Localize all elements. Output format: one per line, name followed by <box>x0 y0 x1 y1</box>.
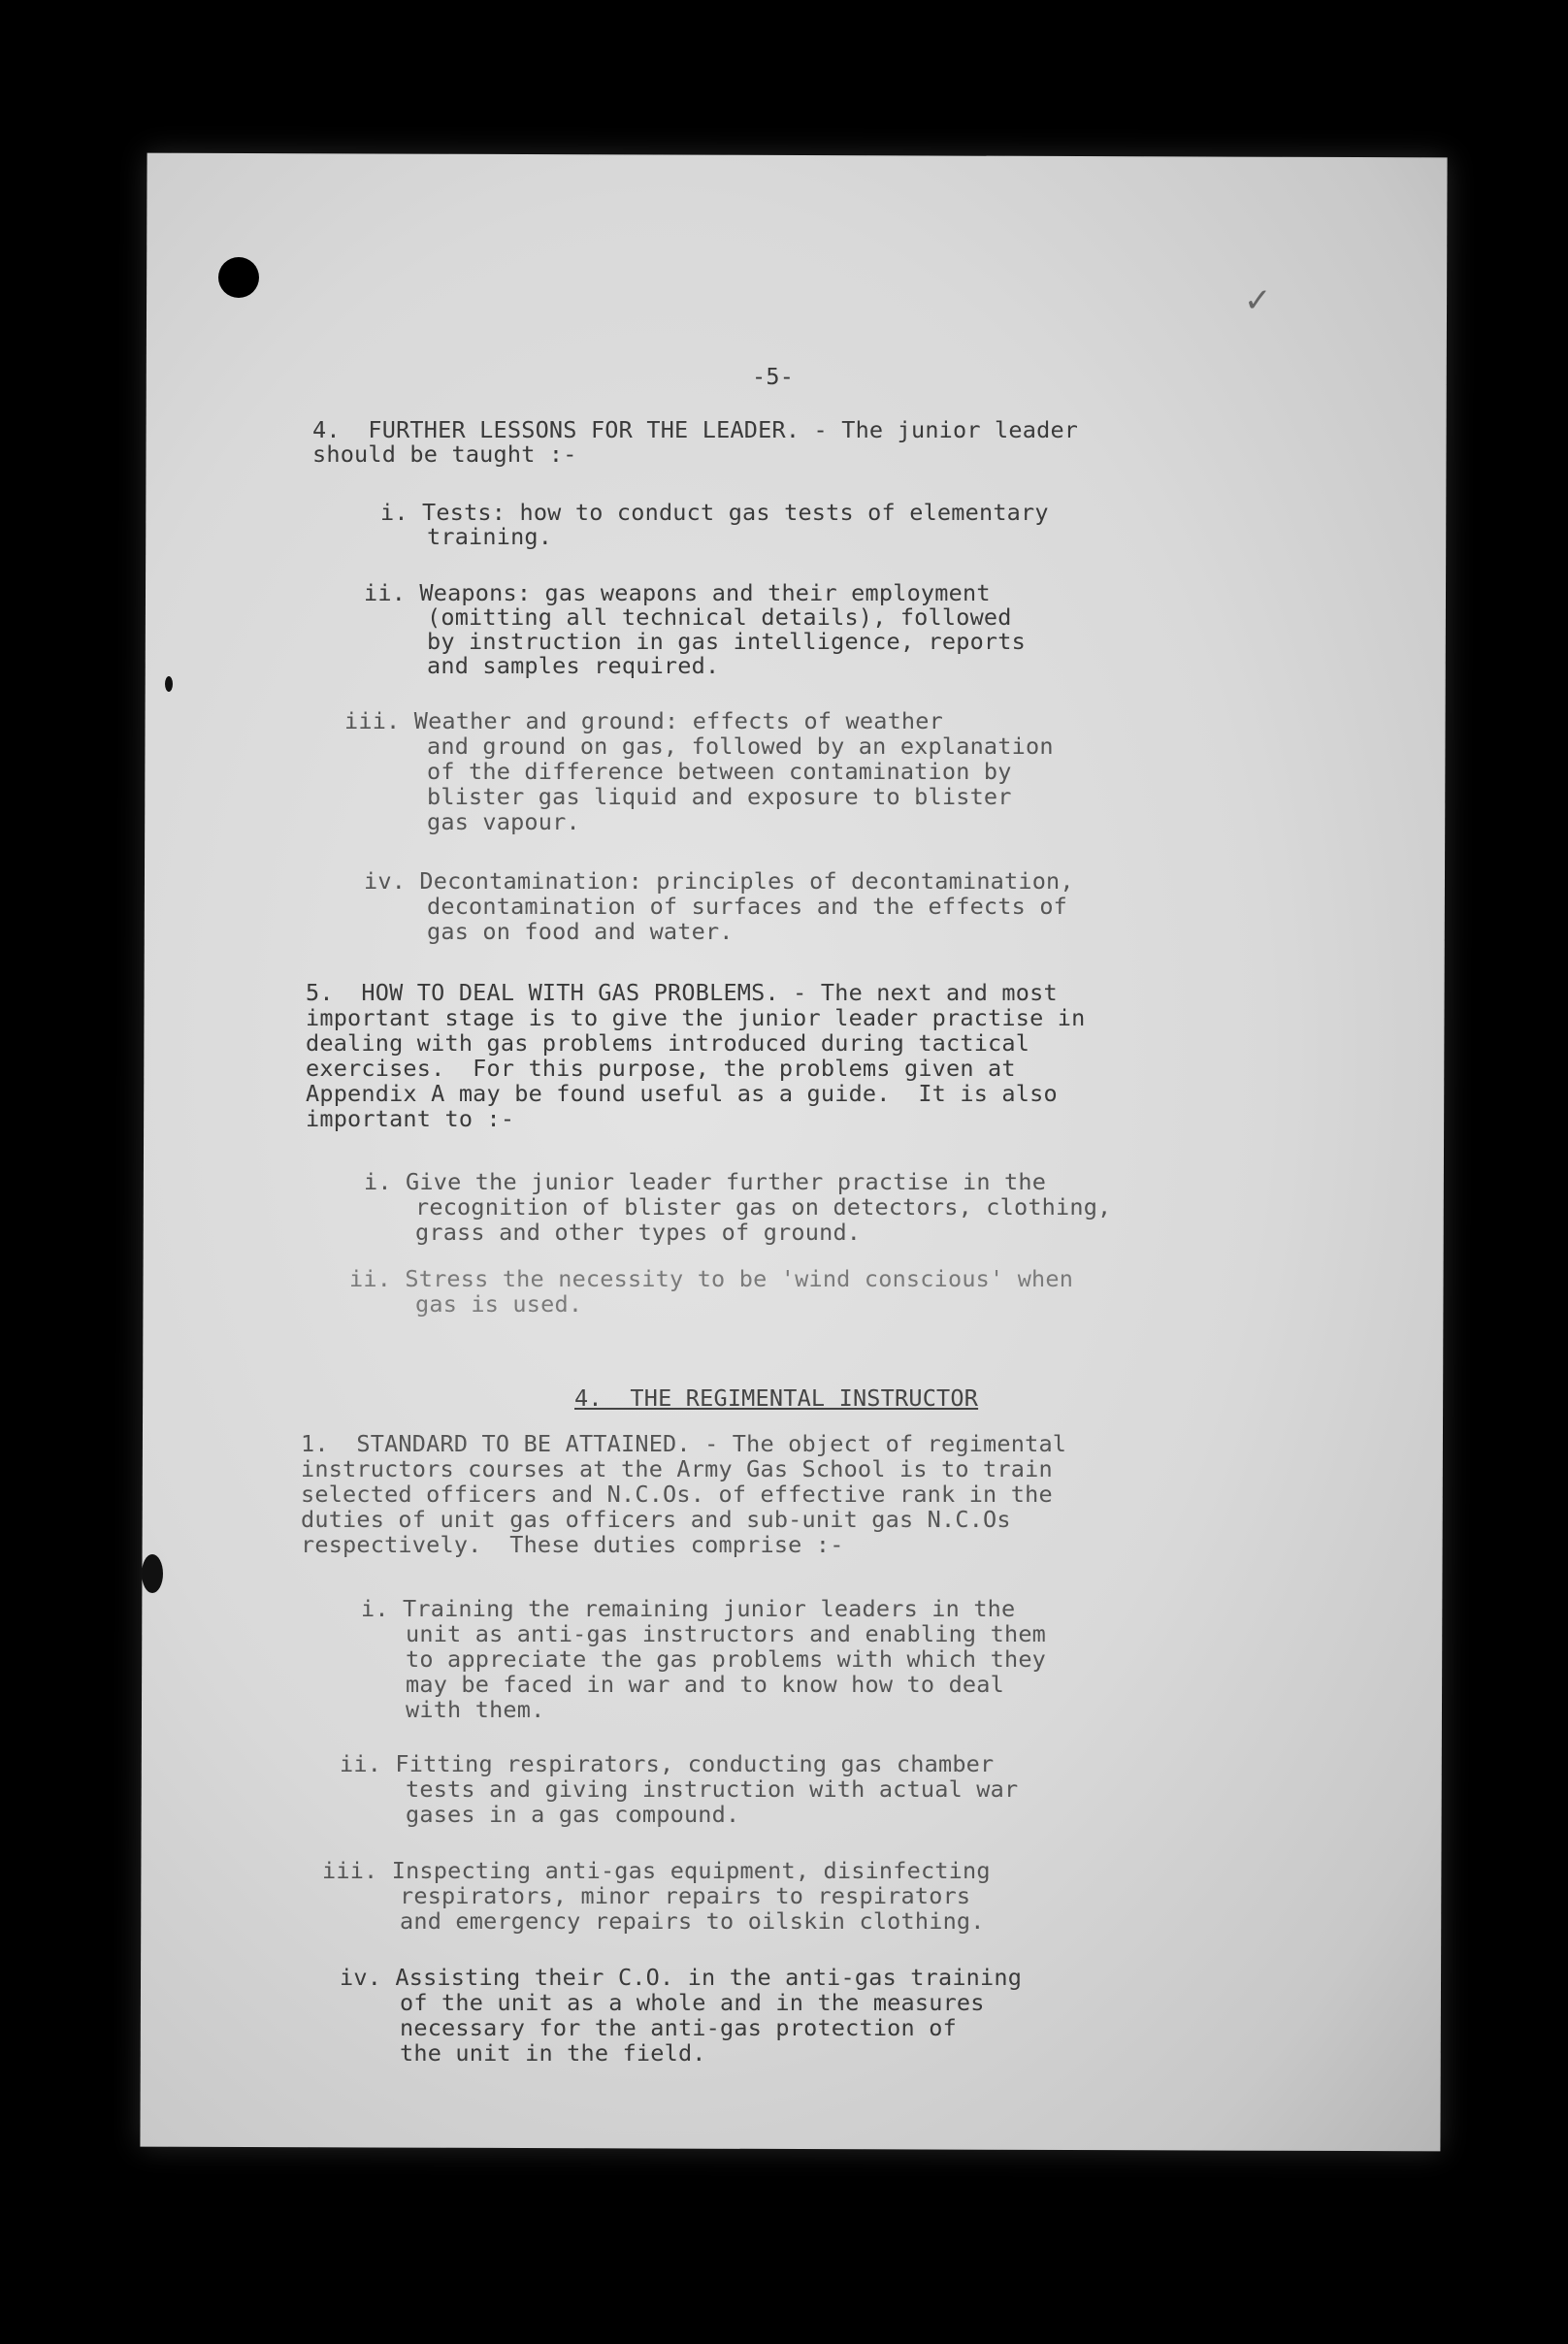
std-line: instructors courses at the Army Gas School is to train <box>301 1455 1053 1482</box>
list-item-line: may be faced in war and to know how to deal <box>406 1671 1004 1698</box>
list-item-line: to appreciate the gas problems with which they <box>406 1645 1047 1673</box>
para4-heading-line: 4. FURTHER LESSONS FOR THE LEADER. - The junior leader <box>312 416 1079 443</box>
list-item-line: respirators, minor repairs to respirators <box>400 1882 971 1909</box>
page-number: -5- <box>752 363 795 390</box>
list-item-line: gas vapour. <box>427 808 580 835</box>
list-item-line: the unit in the field. <box>400 2039 706 2067</box>
list-item-line: (omitting all technical details), followed <box>427 603 1012 631</box>
std-line: selected officers and N.C.Os. of effective rank in the <box>301 1481 1053 1508</box>
list-item-line: iv. Assisting their C.O. in the anti-gas training <box>340 1964 1023 1991</box>
list-item-line: unit as anti-gas instructors and enabling them <box>406 1620 1047 1647</box>
list-item-line: grass and other types of ground. <box>415 1219 862 1246</box>
list-item-line: of the difference between contamination by <box>427 758 1012 785</box>
para5-line: important to :- <box>306 1105 515 1132</box>
list-item-line: and emergency repairs to oilskin clothing. <box>400 1907 985 1935</box>
list-item-line: i. Tests: how to conduct gas tests of elementary <box>380 499 1049 526</box>
list-item-line: iii. Weather and ground: effects of weather <box>344 707 943 734</box>
list-item-line: ii. Fitting respirators, conducting gas chamber <box>340 1750 995 1777</box>
list-item-line: decontamination of surfaces and the effects of <box>427 893 1068 920</box>
para5-heading-line: 5. HOW TO DEAL WITH GAS PROBLEMS. - The next and most <box>306 979 1058 1006</box>
list-item-line: iv. Decontamination: principles of decontamination, <box>364 867 1074 895</box>
para5-line: Appendix A may be found useful as a guide. It is also <box>306 1080 1058 1107</box>
list-item-line: ii. Weapons: gas weapons and their employment <box>364 579 991 606</box>
para4-line: should be taught :- <box>312 440 577 468</box>
list-item-line: blister gas liquid and exposure to blister <box>427 783 1012 810</box>
list-item-line: gas on food and water. <box>427 918 734 945</box>
list-item-line: necessary for the anti-gas protection of <box>400 2014 957 2041</box>
para5-line: important stage is to give the junior leader practise in <box>306 1004 1086 1031</box>
std-line: duties of unit gas officers and sub-unit gas N.C.Os <box>301 1506 1011 1533</box>
list-item-line: by instruction in gas intelligence, reports <box>427 628 1026 655</box>
section-heading: 4. THE REGIMENTAL INSTRUCTOR <box>574 1384 979 1412</box>
list-item-line: gas is used. <box>415 1290 583 1318</box>
list-item-line: of the unit as a whole and in the measures <box>400 1989 985 2016</box>
para5-line: exercises. For this purpose, the problems given at <box>306 1055 1016 1082</box>
list-item-line: i. Training the remaining junior leaders in the <box>361 1595 1016 1622</box>
list-item-line: tests and giving instruction with actual war <box>406 1775 1019 1803</box>
list-item-line: recognition of blister gas on detectors, clothing, <box>415 1193 1112 1221</box>
list-item-line: ii. Stress the necessity to be 'wind conscious' when <box>349 1265 1074 1292</box>
list-item-line: with them. <box>406 1696 545 1723</box>
list-item-line: gases in a gas compound. <box>406 1801 740 1828</box>
para5-line: dealing with gas problems introduced during tactical <box>306 1029 1030 1057</box>
check-mark-icon: ✓ <box>1244 281 1272 320</box>
list-item-line: and ground on gas, followed by an explanation <box>427 732 1054 760</box>
list-item-line: training. <box>427 523 553 550</box>
list-item-line: iii. Inspecting anti-gas equipment, disinfecting <box>322 1857 991 1884</box>
list-item-line: and samples required. <box>427 652 720 679</box>
std-line: respectively. These duties comprise :- <box>301 1531 844 1558</box>
std-heading-line: 1. STANDARD TO BE ATTAINED. - The object of regimental <box>301 1430 1067 1457</box>
list-item-line: i. Give the junior leader further practise in the <box>364 1168 1047 1195</box>
